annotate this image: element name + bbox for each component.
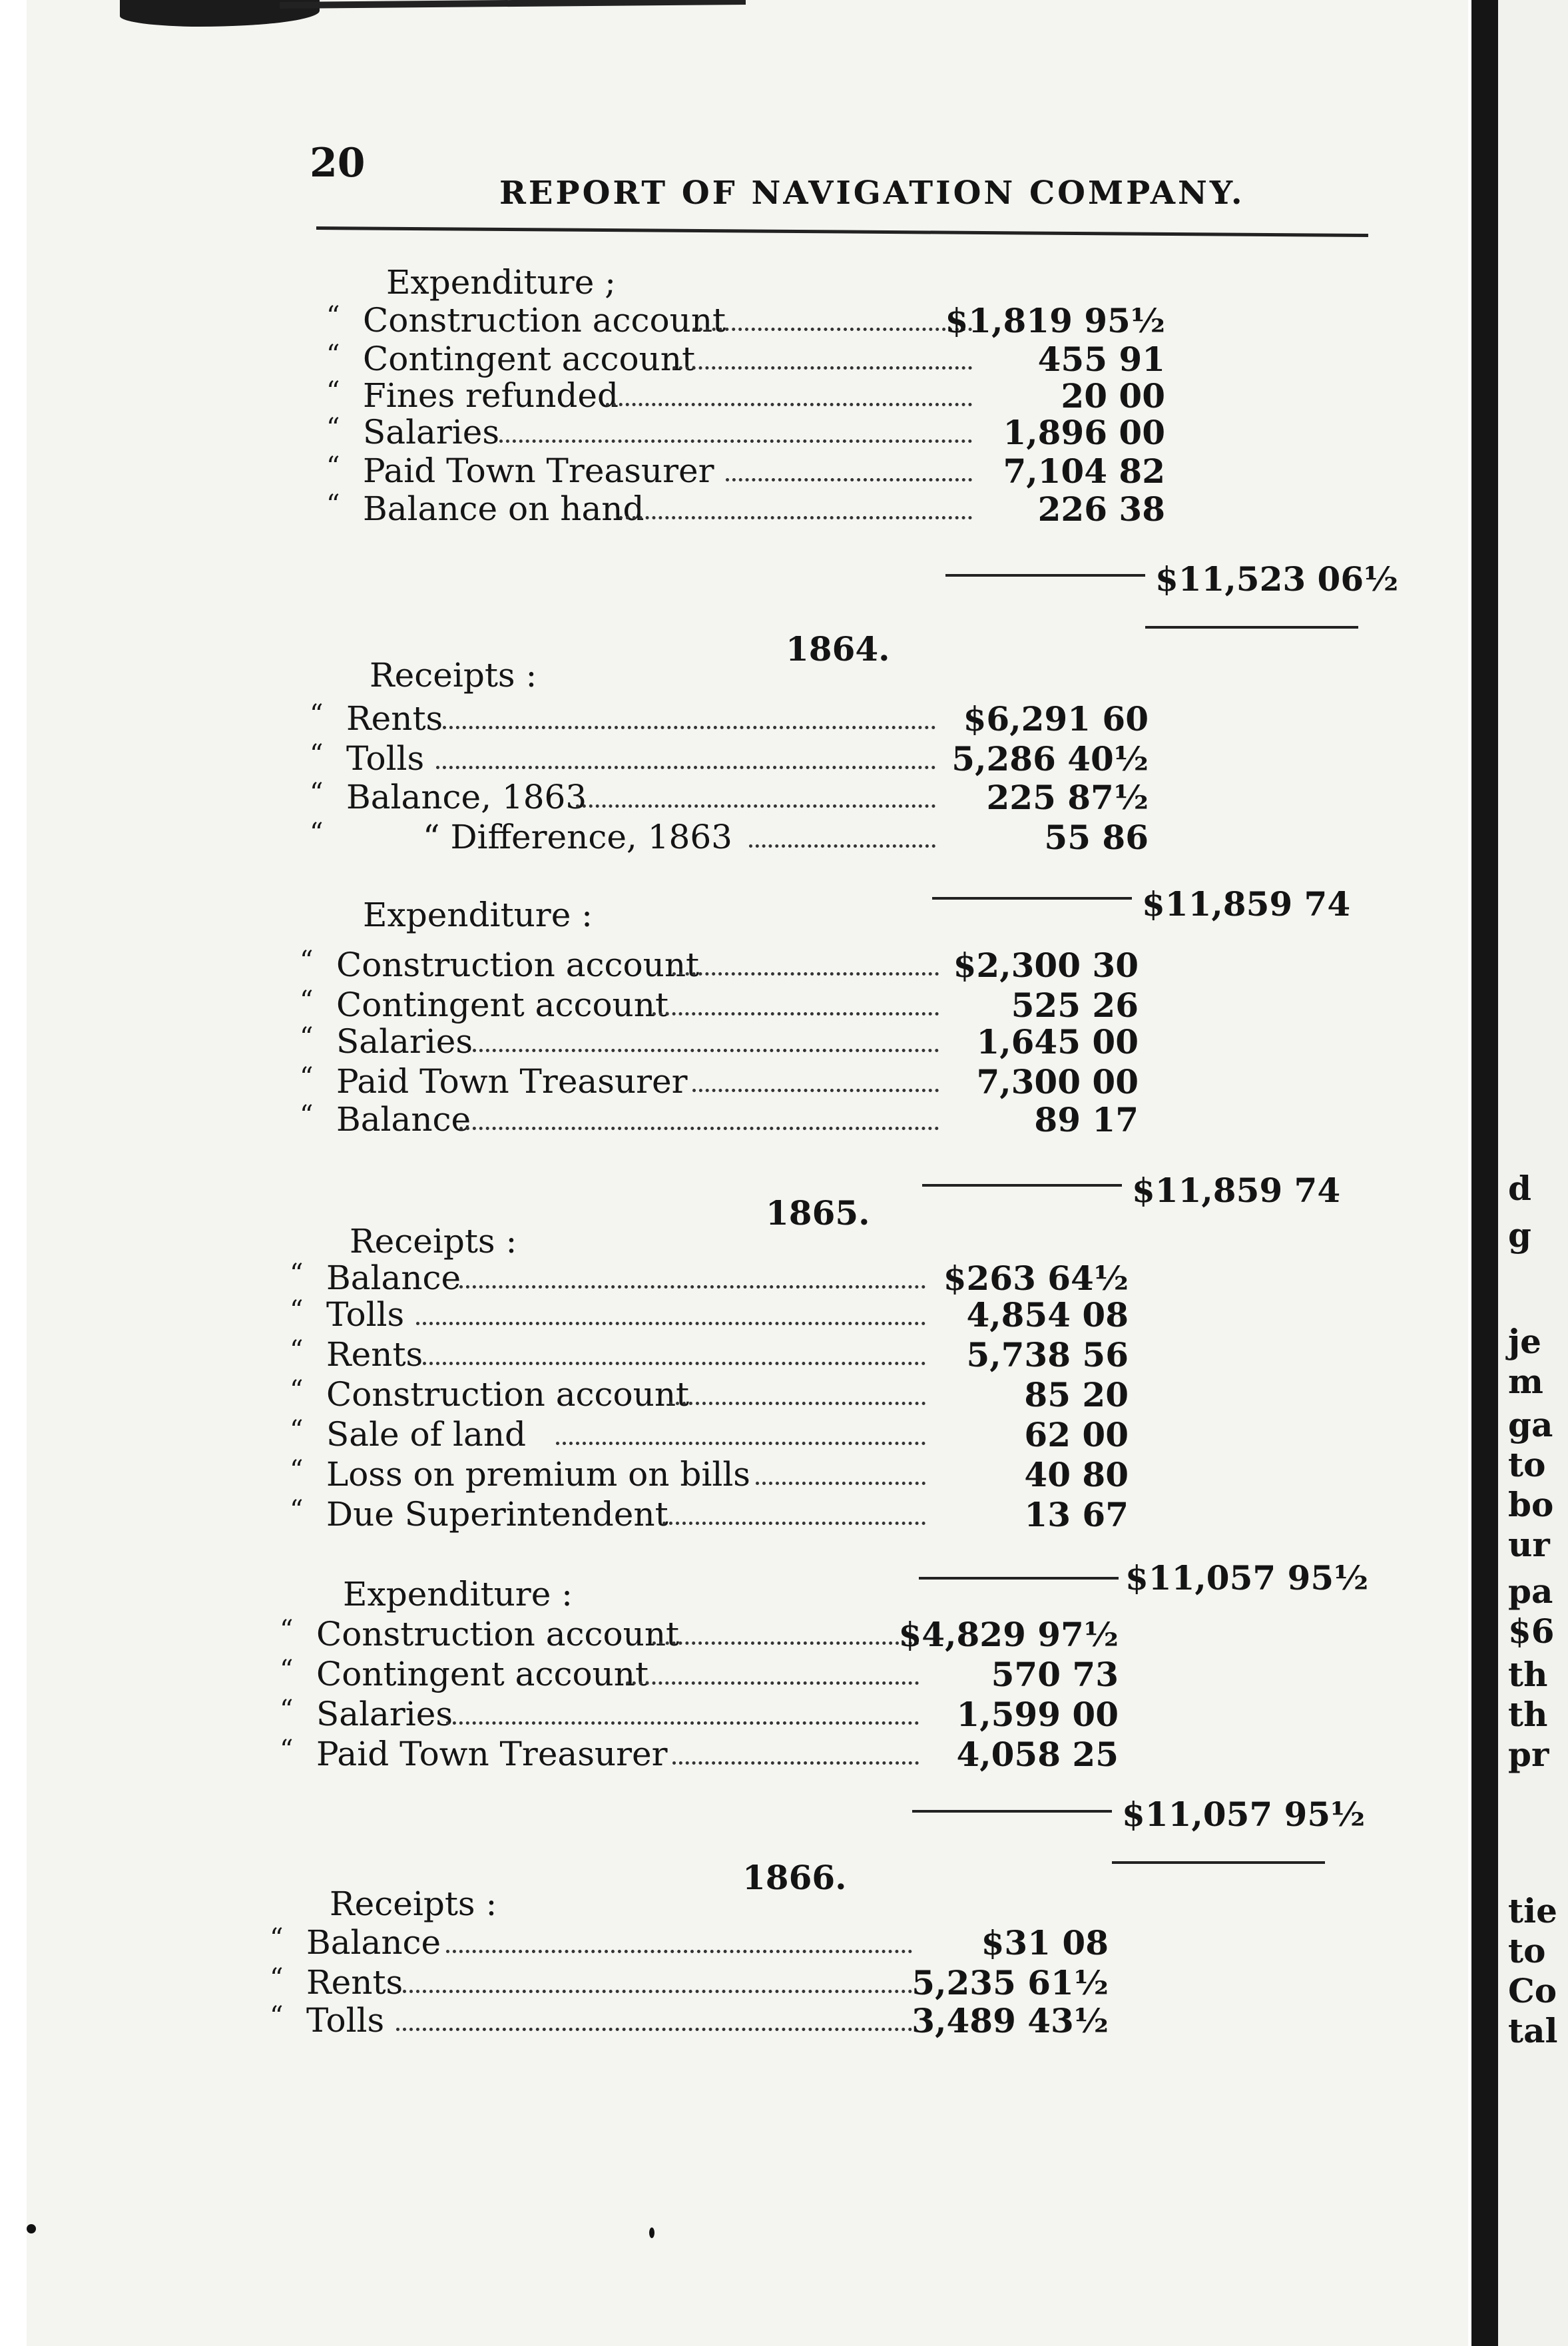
leader-dots (446, 1950, 912, 1953)
margin-dot (27, 2224, 36, 2233)
ledger-row (280, 1695, 1139, 1732)
row-label: Balance, 1863 (346, 778, 587, 816)
row-amount: 226 38 (1037, 489, 1165, 529)
ditto-mark: “ (310, 739, 324, 770)
row-label: Contingent account (336, 986, 669, 1024)
adjacent-text: pr (1508, 1735, 1549, 1774)
row-amount: 225 87½ (986, 778, 1149, 817)
row-amount: 455 91 (1037, 340, 1165, 379)
ledger-row (326, 301, 1185, 338)
ledger-row (326, 489, 1185, 527)
row-amount: 5,738 56 (966, 1335, 1129, 1374)
ditto-mark: “ (290, 1375, 304, 1406)
row-label: Paid Town Treasurer (363, 451, 714, 490)
sum-rule (919, 1577, 1119, 1580)
adjacent-text: pa (1508, 1572, 1553, 1611)
page-number: 20 (310, 140, 366, 186)
row-label: Construction account (326, 1375, 690, 1414)
row-amount: $1,819 95½ (945, 301, 1165, 340)
ledger-row (300, 986, 1159, 1023)
row-label: Tolls (346, 739, 425, 778)
leader-dots (436, 766, 935, 769)
adjacent-text: th (1508, 1655, 1548, 1694)
expenditure-total: $11,859 74 (1132, 1171, 1341, 1210)
ledger-row (280, 1655, 1139, 1692)
leader-dots (653, 1012, 939, 1016)
leader-dots (396, 2028, 912, 2031)
row-amount: 85 20 (1024, 1375, 1129, 1414)
row-amount: $2,300 30 (953, 946, 1139, 985)
row-amount: $6,291 60 (963, 699, 1149, 738)
ledger-row (300, 1100, 1159, 1137)
row-amount: 4,058 25 (956, 1735, 1119, 1774)
receipts-total: $11,057 95½ (1125, 1558, 1369, 1598)
ditto-mark: “ (310, 699, 324, 730)
year-heading: 1865. (766, 1193, 870, 1233)
row-label: Rents (326, 1335, 423, 1374)
ditto-mark: “ (280, 1735, 294, 1765)
row-label: Construction account (336, 946, 700, 984)
ledger-row (326, 340, 1185, 377)
ledger-row (290, 1375, 1149, 1412)
leader-dots (443, 726, 935, 729)
ledger-row (290, 1455, 1149, 1492)
ledger-row (310, 699, 1169, 736)
adjacent-text: $6 (1508, 1612, 1555, 1651)
ledger-row (290, 1259, 1149, 1296)
adjacent-text: to (1508, 1931, 1546, 1970)
row-label: Salaries (363, 413, 500, 451)
adjacent-text: Co (1508, 1971, 1557, 2010)
row-label: Tolls (306, 2001, 385, 2040)
ditto-mark: “ (326, 489, 340, 520)
ledger-row (300, 1022, 1159, 1059)
adjacent-text: ur (1508, 1525, 1550, 1564)
receipts-heading: Receipts : (350, 1222, 517, 1261)
leader-dots (672, 972, 939, 976)
row-label: Sale of land (326, 1415, 527, 1454)
ledger-row (290, 1335, 1149, 1372)
leader-dots (473, 1049, 939, 1052)
ledger-row (300, 946, 1159, 983)
row-amount: 570 73 (991, 1655, 1119, 1694)
row-label: Tolls (326, 1295, 405, 1334)
row-label: Paid Town Treasurer (336, 1062, 688, 1101)
ledger-row (280, 1735, 1139, 1772)
expenditure-heading: Expenditure : (363, 896, 593, 934)
expenditure-total: $11,057 95½ (1122, 1795, 1366, 1834)
leader-dots (669, 1402, 925, 1405)
leader-dots (556, 1442, 925, 1445)
row-amount: 7,300 00 (976, 1062, 1139, 1101)
ledger-row (290, 1295, 1149, 1332)
row-label: Due Superintendent (326, 1495, 668, 1534)
expenditure-heading: Expenditure ; (386, 263, 617, 302)
row-label: Balance (326, 1259, 461, 1297)
row-label: Rents (306, 1963, 403, 2002)
ditto-mark: “ (300, 1100, 314, 1131)
ledger-row (310, 818, 1169, 855)
leader-dots (662, 1522, 925, 1525)
row-amount: 55 86 (1044, 818, 1149, 857)
expenditure-heading: Expenditure : (343, 1575, 573, 1613)
row-amount: 3,489 43½ (912, 2001, 1109, 2040)
ditto-mark: “ (310, 818, 324, 848)
ditto-mark: “ (326, 340, 340, 370)
ditto-mark: “ (300, 1062, 314, 1093)
ledger-row (326, 413, 1185, 450)
ditto-mark: “ (280, 1615, 294, 1645)
total-rule (1145, 626, 1358, 629)
ditto-mark: “ (326, 451, 340, 482)
row-amount: 4,854 08 (966, 1295, 1129, 1334)
row-amount: 13 67 (1024, 1495, 1129, 1534)
ditto-mark: “ (290, 1495, 304, 1526)
row-label: “ Difference, 1863 (423, 818, 732, 856)
leader-dots (672, 366, 972, 370)
leader-dots (756, 1482, 925, 1485)
receipts-heading: Receipts : (330, 1885, 497, 1923)
sum-rule (945, 574, 1145, 577)
row-amount: 89 17 (1034, 1100, 1139, 1139)
row-label: Construction account (363, 301, 726, 340)
ledger-row (310, 739, 1169, 776)
leader-dots (606, 403, 972, 406)
row-amount: 7,104 82 (1003, 451, 1165, 491)
leader-dots (619, 516, 972, 519)
leader-dots (576, 804, 935, 808)
row-amount: $31 08 (981, 1923, 1109, 1962)
ledger-row (270, 2001, 1129, 2038)
leader-dots (626, 1681, 919, 1685)
ditto-mark: “ (326, 413, 340, 443)
adjacent-text: ga (1508, 1405, 1553, 1444)
row-amount: 1,599 00 (956, 1695, 1119, 1734)
leader-dots (416, 1322, 925, 1325)
row-amount: $263 64½ (943, 1259, 1129, 1298)
sum-rule (932, 897, 1132, 900)
year-heading: 1864. (786, 629, 890, 669)
year-heading: 1866. (742, 1858, 847, 1897)
ledger-row (300, 1062, 1159, 1099)
ditto-mark: “ (270, 1923, 284, 1954)
adjacent-text: to (1508, 1445, 1546, 1484)
running-head: REPORT OF NAVIGATION COMPANY. (499, 174, 1245, 212)
ledger-row (270, 1963, 1129, 2000)
ditto-mark: “ (326, 376, 340, 407)
leader-dots (459, 1285, 925, 1289)
receipts-heading: Receipts : (370, 656, 537, 695)
row-amount: 40 80 (1024, 1455, 1129, 1494)
adjacent-text: m (1508, 1362, 1543, 1401)
ditto-mark: “ (300, 946, 314, 976)
row-amount: 5,235 61½ (912, 1963, 1109, 2002)
ledger-row (290, 1495, 1149, 1532)
leader-dots (749, 844, 935, 848)
row-label: Loss on premium on bills (326, 1455, 750, 1494)
ditto-mark: “ (290, 1455, 304, 1486)
ditto-mark: “ (290, 1295, 304, 1326)
ditto-mark: “ (326, 301, 340, 332)
leader-dots (692, 328, 972, 331)
leader-dots (423, 1362, 925, 1365)
adjacent-text: d (1508, 1169, 1531, 1208)
ditto-mark: “ (270, 1963, 284, 1994)
ledger-row (270, 1923, 1129, 1960)
row-label: Balance (306, 1923, 441, 1962)
row-amount: 1,896 00 (1003, 413, 1165, 452)
sum-rule (922, 1184, 1122, 1187)
total-rule (1112, 1861, 1325, 1864)
ditto-mark: “ (300, 986, 314, 1016)
ledger-row (326, 376, 1185, 414)
ditto-mark: “ (290, 1335, 304, 1366)
row-amount: $4,829 97½ (898, 1615, 1119, 1654)
ditto-mark: “ (300, 1022, 314, 1053)
leader-dots (403, 1990, 912, 1993)
margin-dot (649, 2227, 654, 2238)
row-label: Contingent account (316, 1655, 649, 1693)
leader-dots (672, 1761, 919, 1765)
row-label: Salaries (336, 1022, 473, 1061)
adjacent-text: bo (1508, 1485, 1554, 1524)
leader-dots (459, 1127, 939, 1130)
ditto-mark: “ (310, 778, 324, 808)
row-amount: 20 00 (1061, 376, 1165, 416)
adjacent-text: tal (1508, 2011, 1558, 2050)
row-label: Contingent account (363, 340, 696, 378)
ditto-mark: “ (280, 1695, 294, 1725)
row-label: Rents (346, 699, 443, 738)
adjacent-text: tie (1508, 1891, 1557, 1930)
row-amount: 5,286 40½ (951, 739, 1149, 778)
ledger-row (290, 1415, 1149, 1452)
row-amount: 1,645 00 (976, 1022, 1139, 1061)
ditto-mark: “ (290, 1259, 304, 1289)
ditto-mark: “ (270, 2001, 284, 2032)
section-total: $11,523 06½ (1155, 559, 1399, 599)
ditto-mark: “ (290, 1415, 304, 1446)
adjacent-text: g (1508, 1215, 1531, 1255)
leader-dots (499, 440, 972, 443)
row-amount: 62 00 (1024, 1415, 1129, 1454)
leader-dots (653, 1641, 919, 1645)
sum-rule (912, 1810, 1112, 1813)
row-label: Paid Town Treasurer (316, 1735, 668, 1773)
row-label: Construction account (316, 1615, 680, 1653)
leader-dots (446, 1721, 919, 1725)
row-amount: 525 26 (1011, 986, 1139, 1025)
adjacent-text: th (1508, 1695, 1548, 1734)
row-label: Balance (336, 1100, 471, 1139)
receipts-total: $11,859 74 (1142, 884, 1351, 924)
leader-dots (726, 478, 972, 481)
ledger-row (326, 451, 1185, 489)
row-label: Fines refunded (363, 376, 619, 415)
book-spine (1471, 0, 1498, 2346)
ditto-mark: “ (280, 1655, 294, 1685)
row-label: Balance on hand (363, 489, 645, 528)
leader-dots (692, 1089, 939, 1092)
ledger-row (280, 1615, 1139, 1652)
ledger-row (310, 778, 1169, 815)
row-label: Salaries (316, 1695, 453, 1733)
adjacent-text: je (1508, 1322, 1541, 1361)
